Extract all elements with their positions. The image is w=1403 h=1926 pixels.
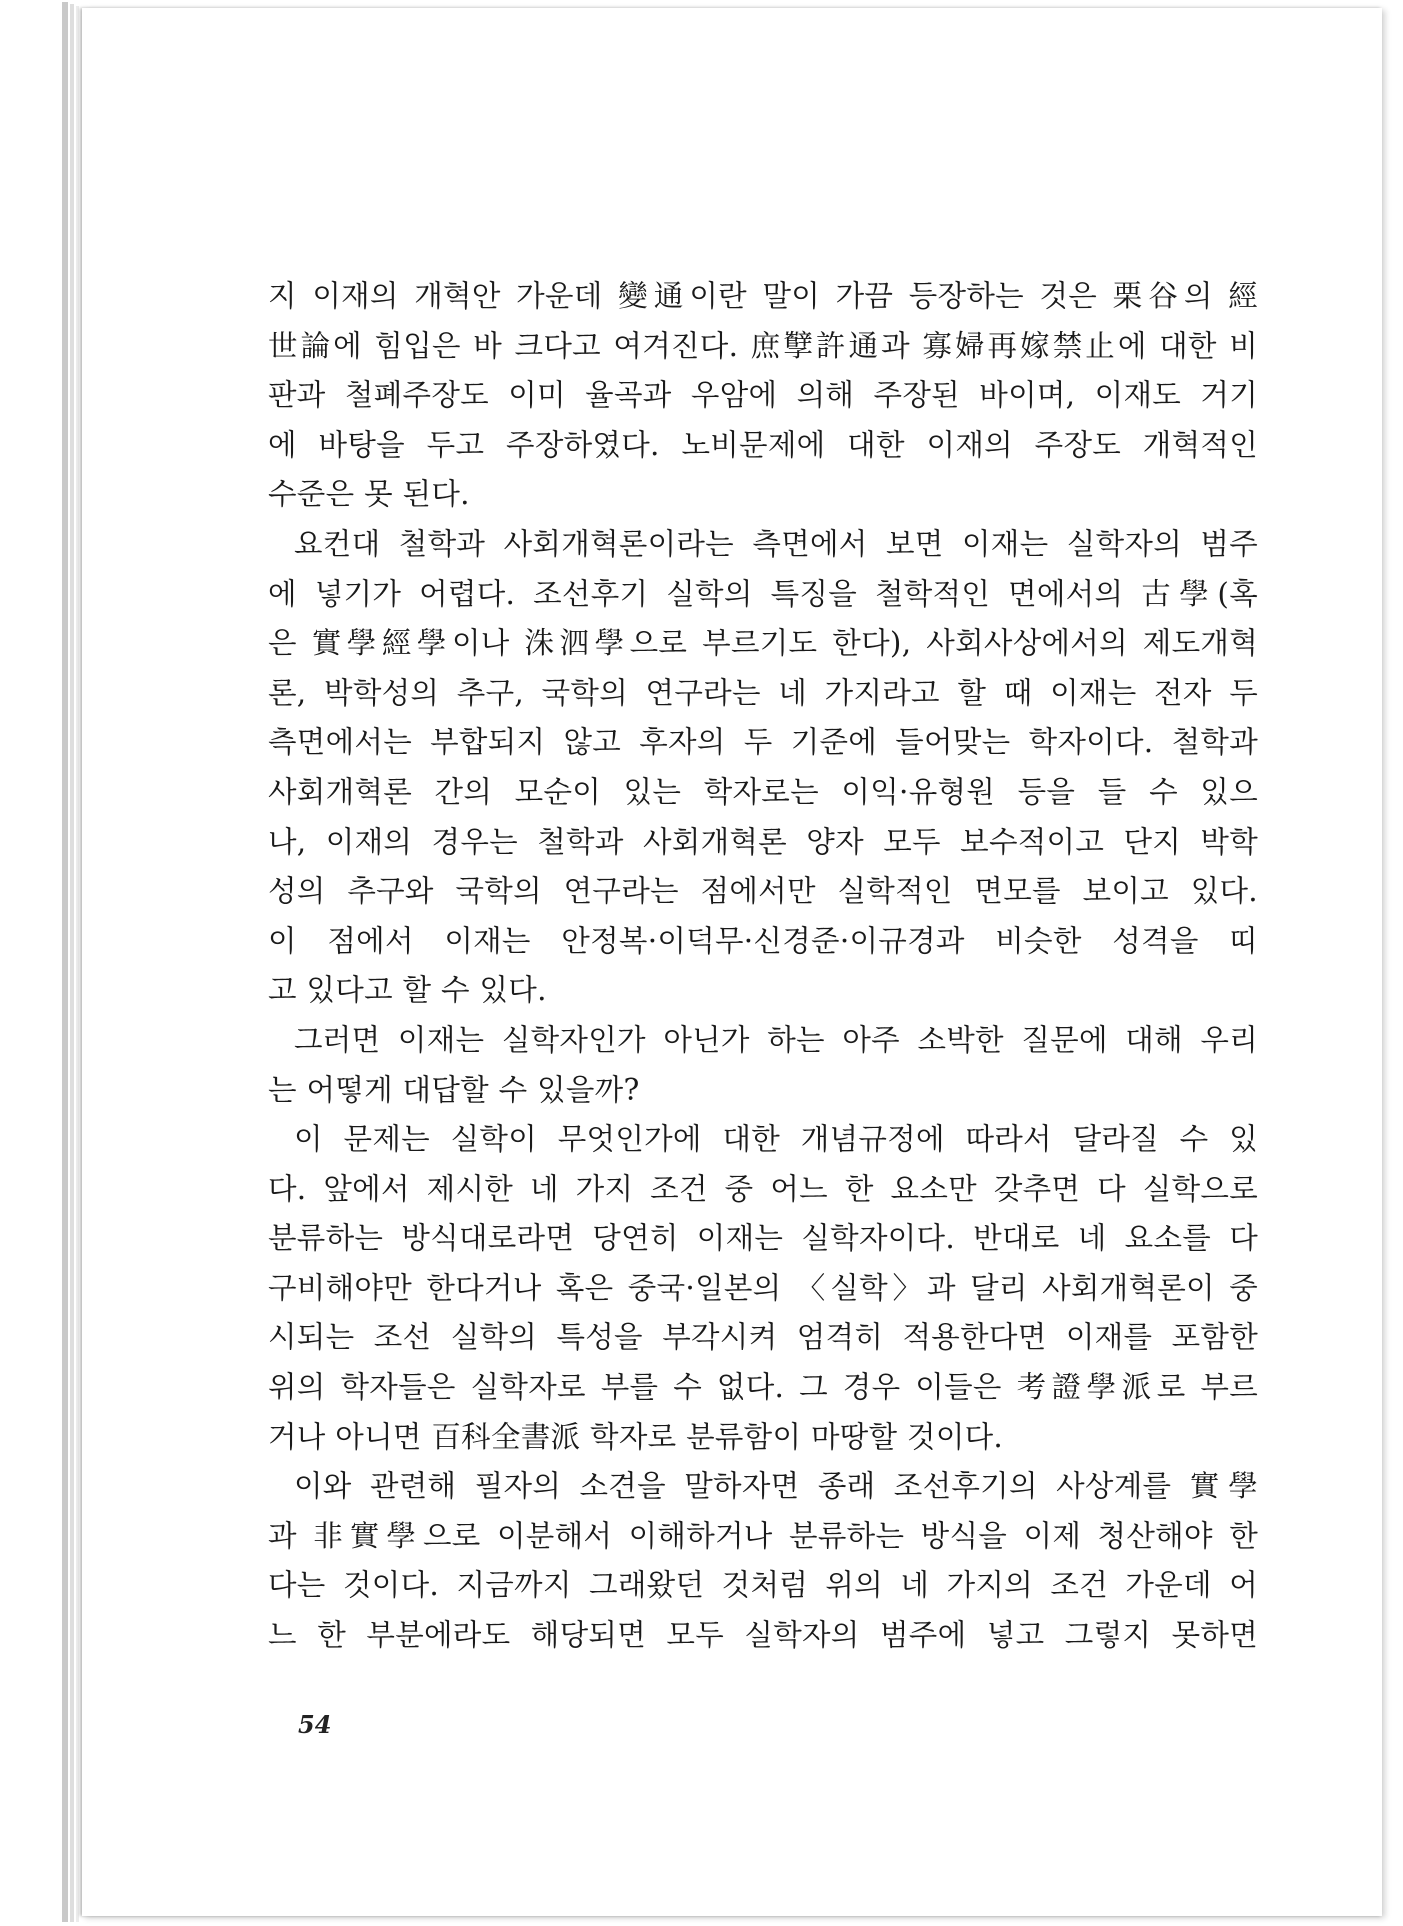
text-line: 판과 철폐주장도 이미 율곡과 우암에 의해 주장된 바이며, 이재도 거기 (268, 378, 1258, 413)
text-line: 성의 추구와 국학의 연구라는 점에서만 실학적인 면모를 보이고 있다. (268, 874, 1258, 909)
page-number: 54 (298, 1710, 332, 1739)
text-line: 이 점에서 이재는 안정복·이덕무·신경준·이규경과 비슷한 성격을 띠 (268, 923, 1258, 958)
text-line: 고 있다고 할 수 있다. (268, 973, 547, 1008)
text-line: 느 한 부분에라도 해당되면 모두 실학자의 범주에 넣고 그렇지 못하면 (268, 1618, 1258, 1653)
page-stack-edge (62, 2, 68, 1922)
text-line: 世論에 힘입은 바 크다고 여겨진다. 庶孼許通과 寡婦再嫁禁止에 대한 비 (268, 328, 1258, 363)
text-line: 그러면 이재는 실학자인가 아닌가 하는 아주 소박한 질문에 대해 우리 (294, 1022, 1258, 1057)
text-line: 수준은 못 된다. (268, 477, 470, 512)
page-stack-edge (70, 4, 74, 1922)
text-line: 다는 것이다. 지금까지 그래왔던 것처럼 위의 네 가지의 조건 가운데 어 (268, 1568, 1258, 1603)
text-line: 는 어떻게 대답할 수 있을까? (268, 1072, 640, 1107)
text-line: 구비해야만 한다거나 혹은 중국·일본의 〈실학〉과 달리 사회개혁론이 중 (268, 1270, 1258, 1305)
text-line: 론, 박학성의 추구, 국학의 연구라는 네 가지라고 할 때 이재는 전자 두 (268, 675, 1258, 710)
page-stack-edge (76, 6, 79, 1922)
text-line: 과 非實學으로 이분해서 이해하거나 분류하는 방식을 이제 청산해야 한 (268, 1518, 1258, 1553)
text-line: 거나 아니면 百科全書派 학자로 분류함이 마땅할 것이다. (268, 1419, 1004, 1454)
text-line: 다. 앞에서 제시한 네 가지 조건 중 어느 한 요소만 갖추면 다 실학으로 (268, 1171, 1258, 1206)
text-line: 위의 학자들은 실학자로 부를 수 없다. 그 경우 이들은 考證學派로 부르 (268, 1370, 1258, 1405)
text-line: 측면에서는 부합되지 않고 후자의 두 기준에 들어맞는 학자이다. 철학과 (268, 725, 1258, 760)
text-line: 은 實學經學이나 洙泗學으로 부르기도 한다), 사회사상에서의 제도개혁 (268, 626, 1258, 661)
body-text (268, 272, 1258, 1661)
text-line: 요컨대 철학과 사회개혁론이라는 측면에서 보면 이재는 실학자의 범주 (294, 526, 1258, 561)
text-line: 에 넣기가 어렵다. 조선후기 실학의 특징을 철학적인 면에서의 古學(혹 (268, 576, 1258, 611)
text-line: 이 문제는 실학이 무엇인가에 대한 개념규정에 따라서 달라질 수 있 (294, 1122, 1258, 1157)
text-line: 지 이재의 개혁안 가운데 變通이란 말이 가끔 등장하는 것은 栗谷의 經 (268, 279, 1258, 313)
text-line: 나, 이재의 경우는 철학과 사회개혁론 양자 모두 보수적이고 단지 박학 (268, 824, 1258, 859)
text-line: 사회개혁론 간의 모순이 있는 학자로는 이익·유형원 등을 들 수 있으 (268, 774, 1258, 809)
text-line: 이와 관련해 필자의 소견을 말하자면 종래 조선후기의 사상계를 實學 (294, 1469, 1258, 1504)
text-line: 시되는 조선 실학의 특성을 부각시켜 엄격히 적용한다면 이재를 포함한 (268, 1320, 1258, 1355)
text-line: 에 바탕을 두고 주장하였다. 노비문제에 대한 이재의 주장도 개혁적인 (268, 427, 1258, 462)
text-line: 분류하는 방식대로라면 당연히 이재는 실학자이다. 반대로 네 요소를 다 (268, 1221, 1258, 1256)
